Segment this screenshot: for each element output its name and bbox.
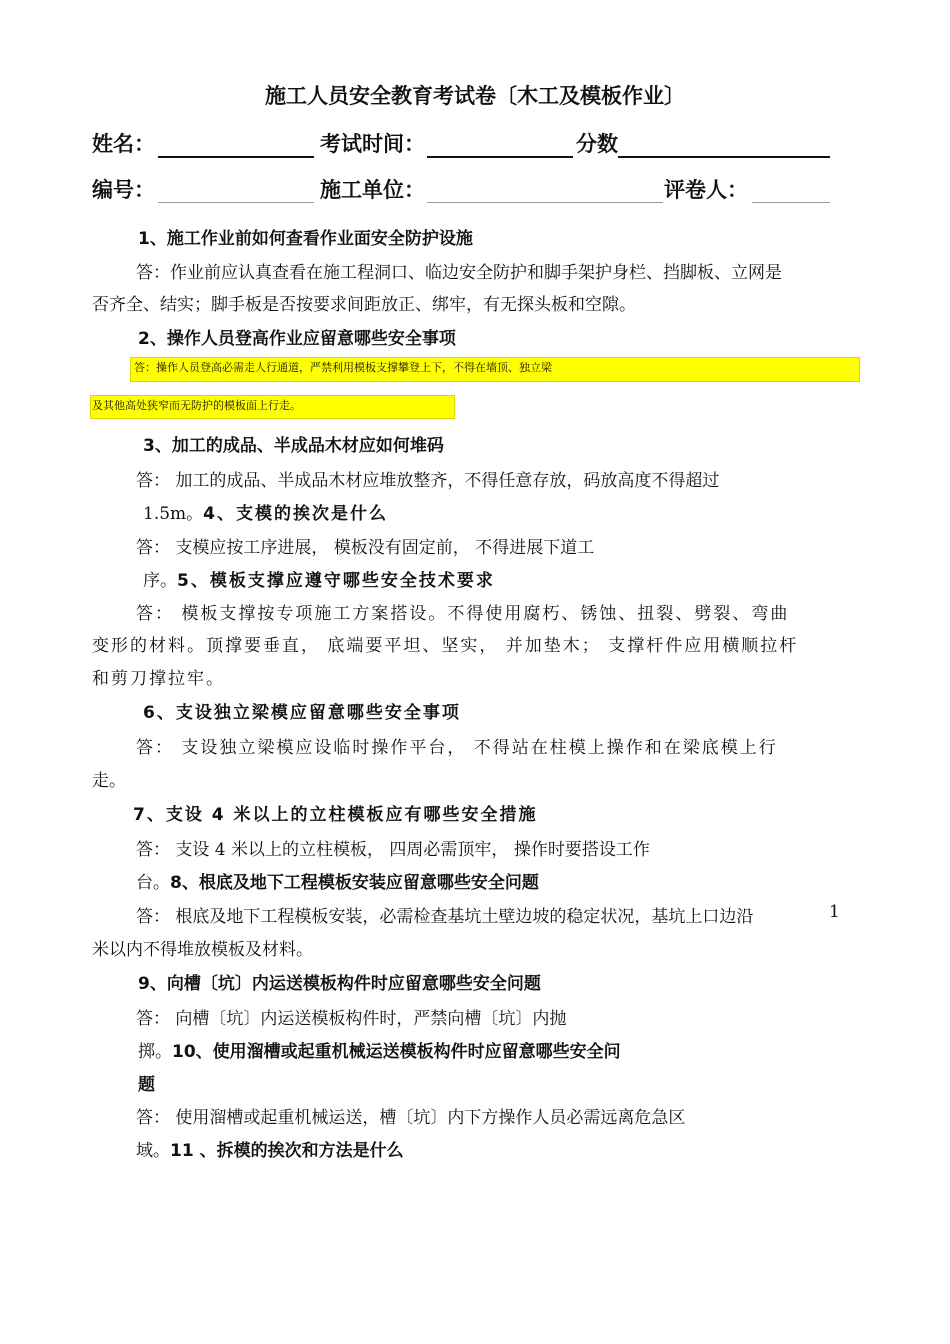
- question-6: 6、支设独立梁模应留意哪些安全事项: [143, 703, 461, 723]
- unit-field[interactable]: [427, 202, 663, 203]
- question-8: 8、根底及地下工程模板安装应留意哪些安全问题: [170, 873, 539, 893]
- answer-7-line-1: 答： 支设 4 米以上的立柱模板， 四周必需顶牢， 操作时要搭设工作: [136, 840, 650, 860]
- answer-7-line-2: 台。: [136, 873, 170, 893]
- question-7: 7、支设 4 米以上的立柱模板应有哪些安全措施: [133, 805, 538, 825]
- score-label: 分数: [576, 132, 618, 156]
- answer-1-line-1: 答：作业前应认真查看在施工程洞口、临边安全防护和脚手架护身栏、挡脚板、立网是: [136, 263, 782, 283]
- question-10-line-2: 题: [138, 1075, 155, 1095]
- answer-8-line-1-end: 1: [829, 902, 840, 922]
- question-3: 3、加工的成品、半成品木材应如何堆码: [143, 436, 444, 456]
- page-title: 施工人员安全教育考试卷〔木工及模板作业〕: [265, 84, 685, 108]
- grader-field[interactable]: [752, 202, 830, 203]
- answer-8-line-1: 答： 根底及地下工程模板安装，必需检查基坑土壁边坡的稳定状况，基坑上口边沿: [136, 907, 754, 927]
- answer-5-line-2: 变形的材料。顶撑要垂直， 底端要平坦、坚实， 并加垫木； 支撑杆件应用横顺拉杆: [92, 636, 799, 656]
- answer-8-line-2: 米以内不得堆放模板及材料。: [92, 940, 313, 960]
- answer-6-line-1: 答： 支设独立梁模应设临时操作平台， 不得站在柱模上操作和在梁底模上行: [136, 738, 778, 758]
- score-field[interactable]: [618, 156, 830, 158]
- unit-label: 施工单位：: [320, 178, 425, 202]
- answer-3-line-2: 1.5m。: [143, 504, 204, 524]
- grader-label: 评卷人：: [664, 178, 748, 202]
- number-label: 编号：: [92, 178, 155, 202]
- exam-time-label: 考试时间：: [320, 132, 425, 156]
- question-1: 1、施工作业前如何查看作业面安全防护设施: [138, 229, 473, 249]
- answer-5-line-3: 和剪刀撑拉牢。: [92, 669, 225, 689]
- answer-10-line-2: 域。: [136, 1141, 170, 1161]
- answer-10-line-1: 答： 使用溜槽或起重机械运送，槽〔坑〕内下方操作人员必需远离危急区: [136, 1108, 686, 1128]
- name-label: 姓名：: [92, 132, 155, 156]
- answer-2-line-1: 答：操作人员登高必需走人行通道，严禁利用模板支撑攀登上下，不得在墙顶、独立梁: [134, 361, 552, 374]
- answer-4-line-1: 答： 支模应按工序进展， 模板没有固定前， 不得进展下道工: [136, 538, 595, 558]
- question-5: 5、模板支撑应遵守哪些安全技术要求: [177, 571, 495, 591]
- question-11: 11 、拆模的挨次和方法是什么: [170, 1141, 404, 1161]
- answer-1-line-2: 否齐全、结实；脚手板是否按要求间距放正、绑牢，有无探头板和空隙。: [92, 295, 636, 315]
- answer-9-line-1: 答： 向槽〔坑〕内运送模板构件时，严禁向槽〔坑〕内抛: [136, 1009, 567, 1029]
- answer-9-line-2: 掷。: [138, 1042, 172, 1062]
- number-field[interactable]: [158, 202, 314, 203]
- answer-5-line-1: 答： 模板支撑按专项施工方案搭设。不得使用腐朽、锈蚀、扭裂、劈裂、弯曲: [136, 604, 790, 624]
- question-10: 10、使用溜槽或起重机械运送模板构件时应留意哪些安全问: [172, 1042, 621, 1062]
- question-2: 2、操作人员登高作业应留意哪些安全事项: [138, 329, 456, 349]
- answer-2-line-2: 及其他高处狭窄而无防护的模板面上行走。: [92, 399, 301, 412]
- answer-3-line-1: 答： 加工的成品、半成品木材应堆放整齐，不得任意存放，码放高度不得超过: [136, 471, 720, 491]
- answer-4-line-2: 序。: [143, 571, 177, 591]
- answer-6-line-2: 走。: [92, 771, 126, 791]
- question-4: 4、支模的挨次是什么: [203, 504, 388, 524]
- question-9: 9、向槽〔坑〕内运送模板构件时应留意哪些安全问题: [138, 974, 541, 994]
- name-field[interactable]: [158, 156, 314, 158]
- exam-time-field[interactable]: [427, 156, 573, 158]
